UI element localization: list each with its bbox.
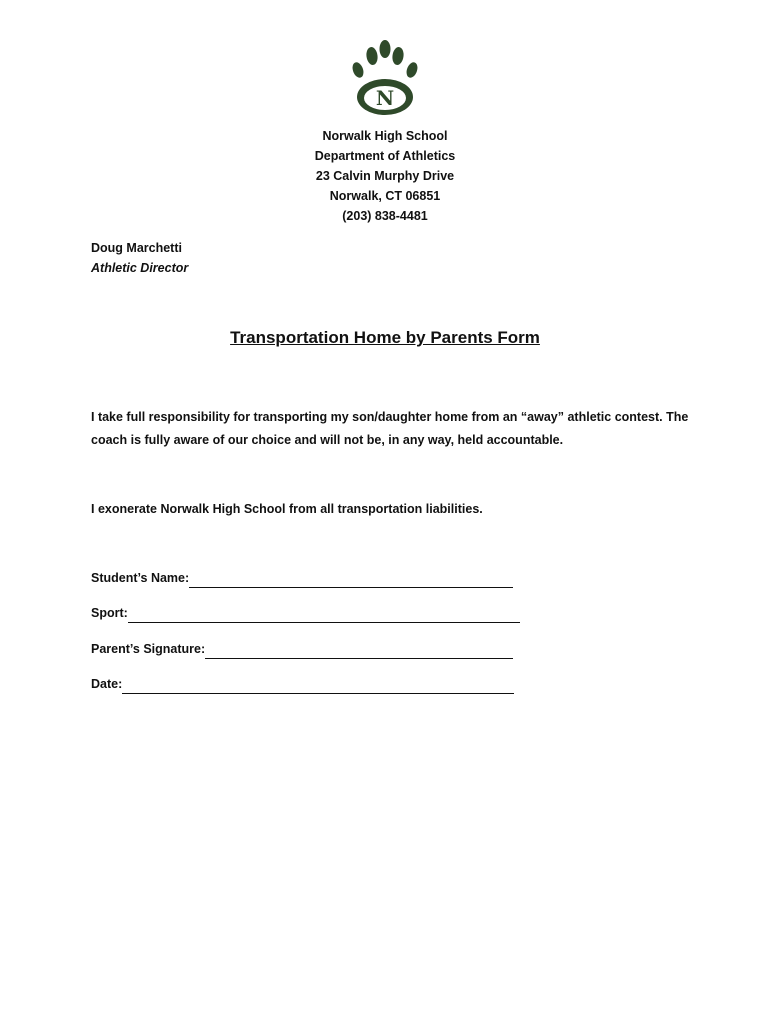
logo-letter: N: [375, 86, 395, 110]
paw-print-logo-icon: [350, 40, 420, 120]
date-label: Date:: [91, 677, 123, 691]
student-name-field[interactable]: [91, 568, 513, 588]
student-name-line[interactable]: [189, 573, 513, 588]
director-name: Doug Marchetti: [91, 241, 182, 255]
director-role: Athletic Director: [91, 261, 189, 275]
department-name: Department of Athletics: [314, 149, 456, 163]
city-state-zip: Norwalk, CT 06851: [329, 189, 441, 203]
phone-number: (203) 838-4481: [342, 209, 428, 223]
form-title: Transportation Home by Parents Form: [230, 328, 540, 347]
parent-signature-label: Parent’s Signature:: [91, 642, 206, 656]
sport-line[interactable]: [128, 608, 520, 623]
parent-signature-line[interactable]: [205, 644, 513, 659]
student-name-label: Student’s Name:: [91, 571, 190, 585]
sport-field[interactable]: [91, 603, 520, 623]
director-block: [91, 238, 188, 278]
exoneration-statement: I exonerate Norwalk High School from all transportation liabilities.: [91, 502, 483, 516]
school-name: Norwalk High School: [322, 129, 448, 143]
date-field[interactable]: [91, 674, 514, 694]
date-line[interactable]: [122, 679, 514, 694]
responsibility-statement: I take full responsibility for transporting my son/daughter home from an “away” athletic contest. The coach is fully aware of our choice and will not be, in any way, held accountable.: [91, 410, 689, 447]
school-address: [0, 126, 770, 226]
street-address: 23 Calvin Murphy Drive: [315, 169, 455, 183]
parent-signature-field[interactable]: [91, 639, 513, 659]
sport-label: Sport:: [91, 606, 128, 620]
